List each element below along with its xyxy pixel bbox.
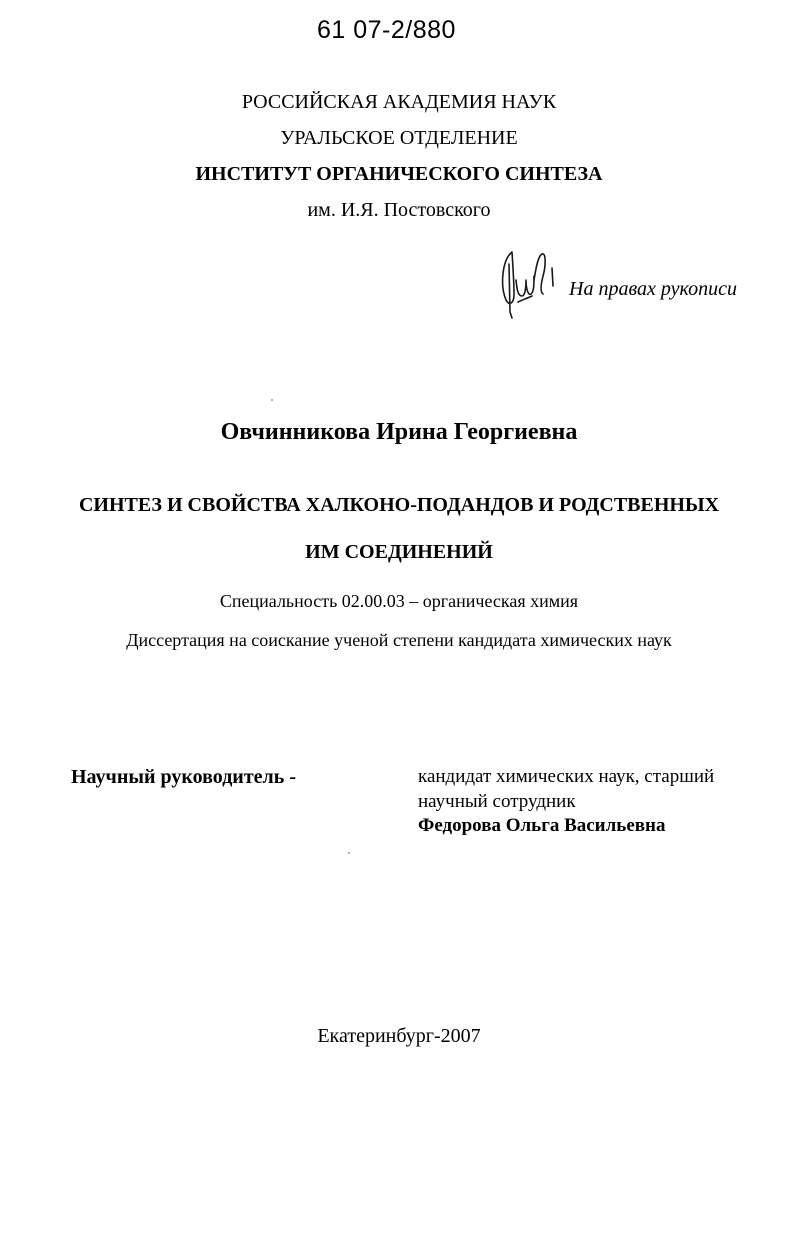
supervisor-credential-line-2: научный сотрудник xyxy=(418,790,576,812)
supervisor-name: Федорова Ольга Васильевна xyxy=(418,815,666,836)
academy-name: РОССИЙСКАЯ АКАДЕМИЯ НАУК xyxy=(241,91,557,113)
signature-icon xyxy=(496,246,560,324)
scan-speck xyxy=(348,852,350,854)
city-year: Екатеринбург-2007 xyxy=(317,1025,481,1047)
supervisor-credential-line-1: кандидат химических наук, старший xyxy=(418,766,715,787)
supervisor-label: Научный руководитель - xyxy=(71,766,296,788)
thesis-title-line-1: СИНТЕЗ И СВОЙСТВА ХАЛКОНО-ПОДАНДОВ И РОДСТВЕННЫХ xyxy=(78,494,720,516)
supervisor-details xyxy=(418,765,714,839)
institute-named-after: им. И.Я. Постовского xyxy=(307,199,491,221)
scan-speck xyxy=(271,399,273,401)
author-name: Овчинникова Ирина Георгиевна xyxy=(220,419,578,445)
branch-name: УРАЛЬСКОЕ ОТДЕЛЕНИЕ xyxy=(280,127,518,149)
manuscript-note: На правах рукописи xyxy=(569,278,737,300)
degree-statement: Диссертация на соискание ученой степени кандидата химических наук xyxy=(126,630,672,650)
institute-name: ИНСТИТУТ ОРГАНИЧЕСКОГО СИНТЕЗА xyxy=(195,163,603,185)
specialty: Специальность 02.00.03 – органическая химия xyxy=(219,591,579,611)
thesis-title-line-2: ИМ СОЕДИНЕНИЙ xyxy=(305,541,493,563)
catalog-number: 61 07-2/880 xyxy=(317,16,456,44)
